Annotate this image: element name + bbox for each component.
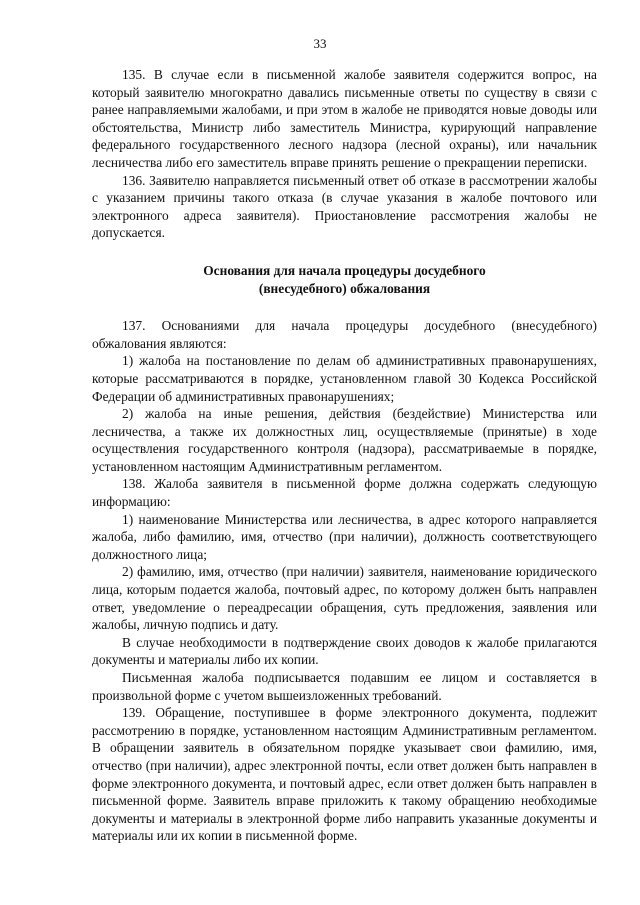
section-heading-line-2: (внесудебного) обжалования — [258, 280, 431, 296]
paragraph-139: 139. Обращение, поступившее в форме электронного документа, подлежит рассмотрению в порядке, установленном настоящим Административным регламентом. В обращении заявитель в обязательном порядке указывает свои фамилию, имя, отчество (при наличии), адрес электронной почты, если ответ должен быть направлен в форме электронного документа, и почтовый адрес, если ответ должен быть направлен в письменной форме. Заявитель вправе приложить к такому обращению необходимые документы и материалы в электронной форме либо направить указанные документы и материалы или их копии в письменной форме. — [92, 705, 597, 844]
paragraph-138: 138. Жалоба заявителя в письменной форме должна содержать следующую информацию: — [92, 476, 597, 510]
section-heading-line-1: Основания для начала процедуры досудебного — [203, 262, 486, 278]
section-heading — [92, 262, 597, 297]
paragraph-137-item-2: 2) жалоба на иные решения, действия (бездействие) Министерства или лесничества, а также их должностных лиц, осуществляемые (принятые) в ходе осуществления государственного контроля (надзора), рассматриваемые в порядке, установленном настоящим Административным регламентом. — [92, 406, 597, 474]
page-number: 33 — [313, 36, 327, 51]
paragraph-supporting-documents: В случае необходимости в подтверждение своих доводов к жалобе прилагаются документы и материалы либо их копии. — [92, 634, 597, 668]
paragraph-138-item-1: 1) наименование Министерства или лесничества, в адрес которого направляется жалоба, либо фамилию, имя, отчество (при наличии), должность соответствующего должностного лица; — [92, 511, 597, 562]
paragraph-signature: Письменная жалоба подписывается подавшим ее лицом и составляется в произвольной форме с учетом вышеизложенных требований. — [92, 670, 597, 703]
paragraph-137: 137. Основаниями для начала процедуры досудебного (внесудебного) обжалования являются: — [92, 318, 597, 351]
paragraph-136: 136. Заявителю направляется письменный ответ об отказе в рассмотрении жалобы с указанием причины такого отказа (в случае указания в жалобе почтового или электронного адреса заявителя). Приостановление рассмотрения жалобы не допускается. — [92, 172, 597, 241]
paragraph-137-item-1: 1) жалоба на постановление по делам об административных правонарушениях, которые рассматриваются в порядке, установленном главой 30 Кодекса Российской Федерации об административных правонарушениях; — [92, 353, 597, 404]
paragraph-138-item-2: 2) фамилию, имя, отчество (при наличии) заявителя, наименование юридического лица, которым подается жалоба, почтовый адрес, по которому должен быть направлен ответ, уведомление о переадресации обращения, суть предложения, заявления или жалобы, личную подпись и дату. — [92, 564, 597, 633]
document-body — [92, 66, 597, 845]
paragraph-135: 135. В случае если в письменной жалобе заявителя содержится вопрос, на который заявителю многократно давались письменные ответы по существу в связи с ранее направляемыми жалобами, и при этом в жалобе не приводятся новые доводы или обстоятельства, Министр либо заместитель Министра, курирующий направление федерального государственного лесного надзора (лесной охраны), или начальник лесничества либо его заместитель вправе принять решение о прекращении переписки. — [92, 67, 597, 170]
